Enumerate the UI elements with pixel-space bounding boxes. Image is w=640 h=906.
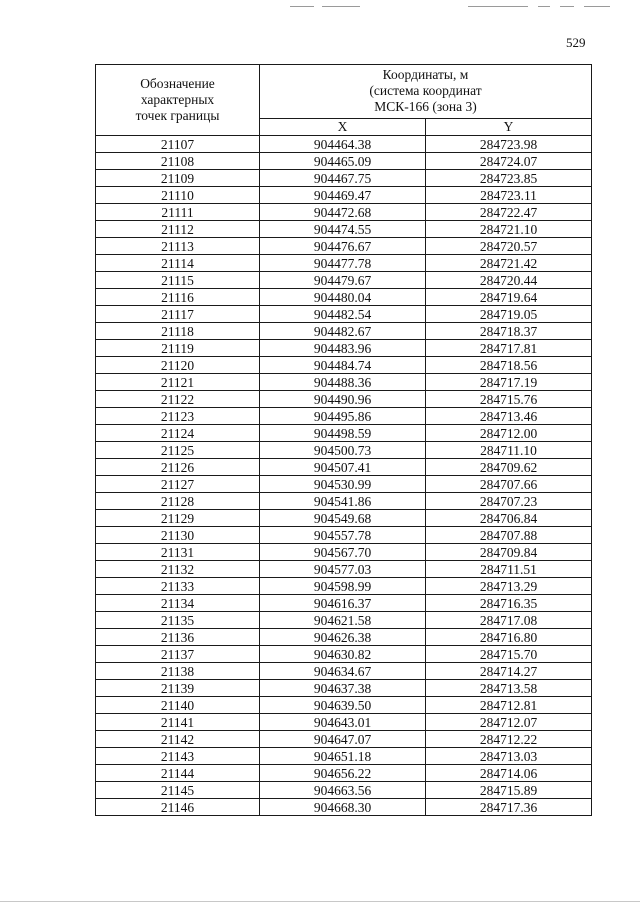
y-coordinate-cell: 284713.58 — [426, 680, 592, 697]
table-row — [96, 612, 592, 629]
table-header — [96, 65, 592, 136]
x-coordinate-cell: 904464.38 — [260, 136, 426, 153]
point-id-cell: 21125 — [96, 442, 260, 459]
point-id-cell: 21140 — [96, 697, 260, 714]
y-coordinate-cell: 284715.89 — [426, 782, 592, 799]
point-id-cell: 21137 — [96, 646, 260, 663]
x-coordinate-cell: 904557.78 — [260, 527, 426, 544]
x-coordinate-cell: 904530.99 — [260, 476, 426, 493]
table-row — [96, 595, 592, 612]
point-id-cell: 21122 — [96, 391, 260, 408]
x-coordinate-cell: 904626.38 — [260, 629, 426, 646]
point-id-cell: 21119 — [96, 340, 260, 357]
point-id-cell: 21135 — [96, 612, 260, 629]
x-coordinate-cell: 904567.70 — [260, 544, 426, 561]
y-coordinate-cell: 284711.51 — [426, 561, 592, 578]
coordinates-group-header — [260, 65, 592, 119]
x-coordinate-cell: 904643.01 — [260, 714, 426, 731]
x-coordinate-cell: 904467.75 — [260, 170, 426, 187]
header-line: МСК-166 (зона 3) — [374, 99, 477, 115]
point-id-cell: 21107 — [96, 136, 260, 153]
page-bottom-rule — [0, 901, 640, 902]
y-coordinate-cell: 284721.10 — [426, 221, 592, 238]
table-row — [96, 204, 592, 221]
table-row — [96, 544, 592, 561]
point-id-cell: 21110 — [96, 187, 260, 204]
table-row — [96, 323, 592, 340]
y-coordinate-cell: 284716.35 — [426, 595, 592, 612]
point-id-cell: 21130 — [96, 527, 260, 544]
table-row — [96, 170, 592, 187]
y-coordinate-cell: 284721.42 — [426, 255, 592, 272]
x-coordinate-cell: 904469.47 — [260, 187, 426, 204]
table-row — [96, 731, 592, 748]
x-coordinate-cell: 904483.96 — [260, 340, 426, 357]
point-id-cell: 21127 — [96, 476, 260, 493]
header-line: (система координат — [369, 83, 482, 99]
x-coordinate-cell: 904647.07 — [260, 731, 426, 748]
point-id-cell: 21108 — [96, 153, 260, 170]
coordinates-table — [95, 64, 592, 816]
point-id-cell: 21138 — [96, 663, 260, 680]
table-row — [96, 136, 592, 153]
point-id-cell: 21134 — [96, 595, 260, 612]
table-row — [96, 697, 592, 714]
y-coordinate-cell: 284716.80 — [426, 629, 592, 646]
table-row — [96, 561, 592, 578]
scan-artifact — [322, 6, 360, 7]
x-coordinate-cell: 904495.86 — [260, 408, 426, 425]
header-line: точек границы — [135, 108, 220, 123]
x-coordinate-cell: 904656.22 — [260, 765, 426, 782]
x-column-header: X — [260, 118, 426, 135]
x-coordinate-cell: 904484.74 — [260, 357, 426, 374]
scan-artifact — [290, 6, 314, 7]
table-row — [96, 646, 592, 663]
table-row — [96, 425, 592, 442]
point-id-cell: 21114 — [96, 255, 260, 272]
y-coordinate-cell: 284706.84 — [426, 510, 592, 527]
point-id-cell: 21126 — [96, 459, 260, 476]
x-coordinate-cell: 904637.38 — [260, 680, 426, 697]
scan-artifact — [468, 6, 528, 7]
table-row — [96, 510, 592, 527]
table-row — [96, 374, 592, 391]
table-row — [96, 153, 592, 170]
x-coordinate-cell: 904474.55 — [260, 221, 426, 238]
header-line: характерных — [140, 92, 215, 107]
header-line: Обозначение — [140, 76, 215, 91]
x-coordinate-cell: 904630.82 — [260, 646, 426, 663]
y-coordinate-cell: 284717.08 — [426, 612, 592, 629]
y-column-header: Y — [426, 118, 592, 135]
y-coordinate-cell: 284722.47 — [426, 204, 592, 221]
point-id-cell: 21131 — [96, 544, 260, 561]
point-id-cell: 21116 — [96, 289, 260, 306]
x-coordinate-cell: 904476.67 — [260, 238, 426, 255]
table-row — [96, 476, 592, 493]
table-row — [96, 289, 592, 306]
x-coordinate-cell: 904477.78 — [260, 255, 426, 272]
y-coordinate-cell: 284712.81 — [426, 697, 592, 714]
x-coordinate-cell: 904507.41 — [260, 459, 426, 476]
y-coordinate-cell: 284724.07 — [426, 153, 592, 170]
y-coordinate-cell: 284709.84 — [426, 544, 592, 561]
y-coordinate-cell: 284723.11 — [426, 187, 592, 204]
point-id-cell: 21112 — [96, 221, 260, 238]
x-coordinate-cell: 904482.67 — [260, 323, 426, 340]
point-id-cell: 21124 — [96, 425, 260, 442]
table-row — [96, 578, 592, 595]
point-id-cell: 21144 — [96, 765, 260, 782]
y-coordinate-cell: 284720.44 — [426, 272, 592, 289]
table-row — [96, 221, 592, 238]
table-row — [96, 663, 592, 680]
y-coordinate-cell: 284714.06 — [426, 765, 592, 782]
table-row — [96, 272, 592, 289]
x-coordinate-cell: 904651.18 — [260, 748, 426, 765]
point-id-cell: 21117 — [96, 306, 260, 323]
y-coordinate-cell: 284718.37 — [426, 323, 592, 340]
x-coordinate-cell: 904488.36 — [260, 374, 426, 391]
x-coordinate-cell: 904482.54 — [260, 306, 426, 323]
point-id-cell: 21141 — [96, 714, 260, 731]
point-id-cell: 21120 — [96, 357, 260, 374]
point-id-cell: 21142 — [96, 731, 260, 748]
table-row — [96, 340, 592, 357]
point-id-cell: 21128 — [96, 493, 260, 510]
y-coordinate-cell: 284712.22 — [426, 731, 592, 748]
point-id-cell: 21139 — [96, 680, 260, 697]
table-row — [96, 357, 592, 374]
x-coordinate-cell: 904500.73 — [260, 442, 426, 459]
y-coordinate-cell: 284713.03 — [426, 748, 592, 765]
y-coordinate-cell: 284718.56 — [426, 357, 592, 374]
header-line: Координаты, м — [382, 67, 469, 83]
table-row — [96, 442, 592, 459]
table-row — [96, 306, 592, 323]
table-row — [96, 680, 592, 697]
y-coordinate-cell: 284714.27 — [426, 663, 592, 680]
y-coordinate-cell: 284723.98 — [426, 136, 592, 153]
point-id-cell: 21133 — [96, 578, 260, 595]
x-coordinate-cell: 904490.96 — [260, 391, 426, 408]
x-coordinate-cell: 904479.67 — [260, 272, 426, 289]
point-id-cell: 21143 — [96, 748, 260, 765]
y-coordinate-cell: 284717.81 — [426, 340, 592, 357]
x-coordinate-cell: 904541.86 — [260, 493, 426, 510]
point-id-cell: 21115 — [96, 272, 260, 289]
table-row — [96, 238, 592, 255]
y-coordinate-cell: 284715.70 — [426, 646, 592, 663]
y-coordinate-cell: 284715.76 — [426, 391, 592, 408]
x-coordinate-cell: 904621.58 — [260, 612, 426, 629]
table-row — [96, 459, 592, 476]
x-coordinate-cell: 904480.04 — [260, 289, 426, 306]
x-coordinate-cell: 904663.56 — [260, 782, 426, 799]
point-id-cell: 21118 — [96, 323, 260, 340]
point-id-cell: 21113 — [96, 238, 260, 255]
point-id-cell: 21132 — [96, 561, 260, 578]
point-id-cell: 21123 — [96, 408, 260, 425]
x-coordinate-cell: 904668.30 — [260, 799, 426, 816]
x-coordinate-cell: 904616.37 — [260, 595, 426, 612]
table-row — [96, 391, 592, 408]
point-id-cell: 21146 — [96, 799, 260, 816]
y-coordinate-cell: 284707.23 — [426, 493, 592, 510]
y-coordinate-cell: 284723.85 — [426, 170, 592, 187]
scan-artifact — [560, 6, 574, 7]
point-id-cell: 21129 — [96, 510, 260, 527]
y-coordinate-cell: 284719.64 — [426, 289, 592, 306]
table-row — [96, 714, 592, 731]
table-row — [96, 408, 592, 425]
y-coordinate-cell: 284707.66 — [426, 476, 592, 493]
x-coordinate-cell: 904598.99 — [260, 578, 426, 595]
x-coordinate-cell: 904465.09 — [260, 153, 426, 170]
y-coordinate-cell: 284712.07 — [426, 714, 592, 731]
x-coordinate-cell: 904549.68 — [260, 510, 426, 527]
points-column-header — [96, 65, 260, 136]
table-row — [96, 629, 592, 646]
y-coordinate-cell: 284720.57 — [426, 238, 592, 255]
y-coordinate-cell: 284707.88 — [426, 527, 592, 544]
x-coordinate-cell: 904472.68 — [260, 204, 426, 221]
table-row — [96, 255, 592, 272]
table-row — [96, 748, 592, 765]
y-coordinate-cell: 284719.05 — [426, 306, 592, 323]
x-coordinate-cell: 904498.59 — [260, 425, 426, 442]
point-id-cell: 21121 — [96, 374, 260, 391]
table-body — [96, 136, 592, 816]
table-row — [96, 527, 592, 544]
y-coordinate-cell: 284713.46 — [426, 408, 592, 425]
y-coordinate-cell: 284709.62 — [426, 459, 592, 476]
point-id-cell: 21109 — [96, 170, 260, 187]
point-id-cell: 21145 — [96, 782, 260, 799]
table-row — [96, 187, 592, 204]
y-coordinate-cell: 284717.19 — [426, 374, 592, 391]
page-number: 529 — [566, 35, 586, 50]
scan-artifact — [584, 6, 610, 7]
table-row — [96, 782, 592, 799]
y-coordinate-cell: 284717.36 — [426, 799, 592, 816]
y-coordinate-cell: 284711.10 — [426, 442, 592, 459]
scan-artifact — [538, 6, 550, 7]
table-row — [96, 799, 592, 816]
point-id-cell: 21111 — [96, 204, 260, 221]
table-row — [96, 493, 592, 510]
y-coordinate-cell: 284712.00 — [426, 425, 592, 442]
y-coordinate-cell: 284713.29 — [426, 578, 592, 595]
x-coordinate-cell: 904634.67 — [260, 663, 426, 680]
x-coordinate-cell: 904639.50 — [260, 697, 426, 714]
table-row — [96, 765, 592, 782]
point-id-cell: 21136 — [96, 629, 260, 646]
x-coordinate-cell: 904577.03 — [260, 561, 426, 578]
